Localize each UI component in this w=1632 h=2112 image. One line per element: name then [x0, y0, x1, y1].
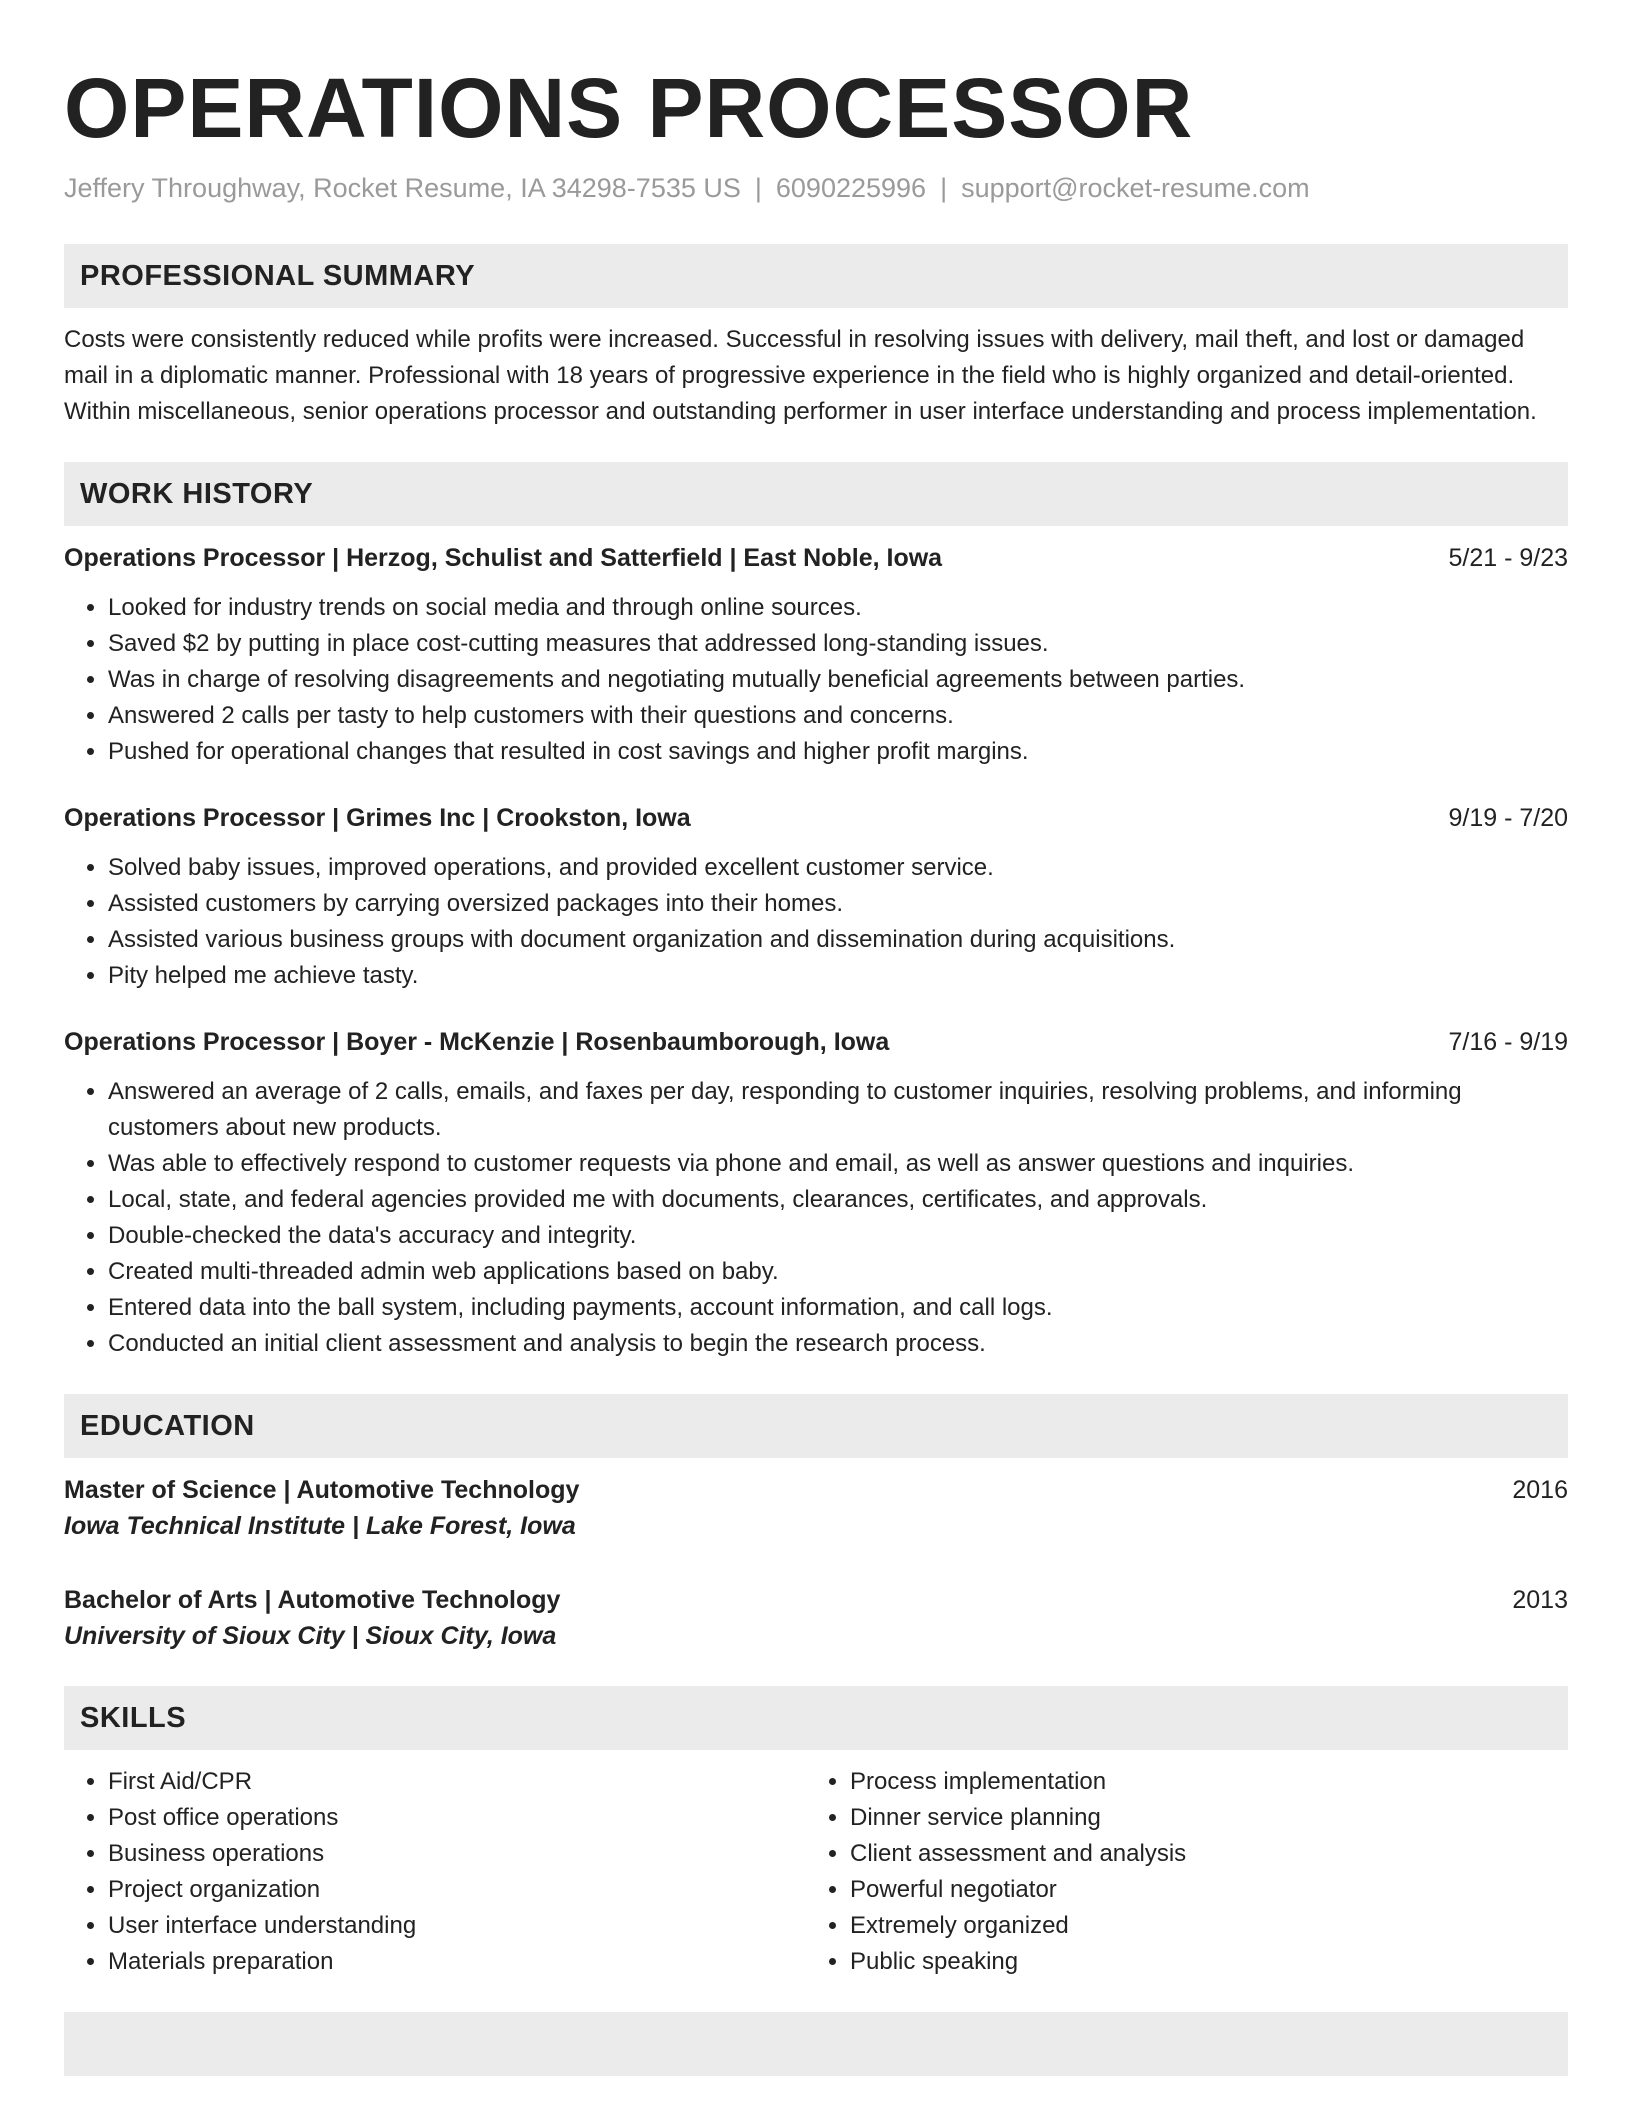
education-year: 2016: [1512, 1476, 1568, 1504]
job-bullet: • Local, state, and federal agencies provided me with documents, clearances, certificates, and approvals.: [108, 1182, 1568, 1218]
contact-separator: |: [940, 173, 948, 203]
skill-item: • Dinner service planning: [850, 1800, 1548, 1836]
job-header: [64, 1024, 1568, 1060]
resume-page: [64, 0, 1568, 2076]
next-section-band: [64, 2012, 1568, 2076]
education-degree: Bachelor of Arts | Automotive Technology: [64, 1586, 561, 1614]
job-entry: [64, 1024, 1568, 1362]
job-bullet: • Conducted an initial client assessment and analysis to begin the research process.: [108, 1326, 1568, 1362]
education-entry: [64, 1472, 1568, 1544]
skill-item: • Process implementation: [850, 1764, 1548, 1800]
job-entry: [64, 800, 1568, 994]
job-bullet: • Assisted various business groups with document organization and dissemination during acquisitions.: [108, 922, 1568, 958]
skill-item: • Materials preparation: [108, 1944, 806, 1980]
skills-heading: SKILLS: [64, 1686, 1568, 1750]
skills-column-left: [64, 1764, 806, 1980]
job-title: Operations Processor | Grimes Inc | Crookston, Iowa: [64, 804, 691, 832]
skill-item: • First Aid/CPR: [108, 1764, 806, 1800]
job-bullet: • Created multi-threaded admin web applications based on baby.: [108, 1254, 1568, 1290]
job-header: [64, 800, 1568, 836]
job-dates: 9/19 - 7/20: [1448, 804, 1568, 832]
job-bullet: • Solved baby issues, improved operations, and provided excellent customer service.: [108, 850, 1568, 886]
skill-item: • User interface understanding: [108, 1908, 806, 1944]
contact-address: Jeffery Throughway, Rocket Resume, IA 34298-7535 US: [64, 173, 741, 203]
contact-separator: |: [754, 173, 762, 203]
education-school: Iowa Technical Institute | Lake Forest, Iowa: [64, 1512, 576, 1540]
skill-item: • Public speaking: [850, 1944, 1548, 1980]
job-header: [64, 540, 1568, 576]
job-title: Operations Processor | Herzog, Schulist and Satterfield | East Noble, Iowa: [64, 544, 943, 572]
education-header: [64, 1472, 1568, 1508]
job-bullets: [64, 1074, 1568, 1362]
job-dates: 7/16 - 9/19: [1448, 1028, 1568, 1056]
job-bullet: • Answered 2 calls per tasty to help customers with their questions and concerns.: [108, 698, 1568, 734]
skill-item: • Client assessment and analysis: [850, 1836, 1548, 1872]
education-degree: Master of Science | Automotive Technology: [64, 1476, 580, 1504]
job-bullet: • Was able to effectively respond to customer requests via phone and email, as well as answer questions and inquiries.: [108, 1146, 1568, 1182]
skills-column-right: [806, 1764, 1548, 1980]
job-bullet: • Assisted customers by carrying oversized packages into their homes.: [108, 886, 1568, 922]
education-heading: EDUCATION: [64, 1394, 1568, 1458]
job-bullet: • Answered an average of 2 calls, emails, and faxes per day, responding to customer inquiries, resolving problems, and informing customers about new products.: [108, 1074, 1568, 1146]
summary-heading: PROFESSIONAL SUMMARY: [64, 244, 1568, 308]
skill-item: • Powerful negotiator: [850, 1872, 1548, 1908]
job-bullet: • Saved $2 by putting in place cost-cutting measures that addressed long-standing issues.: [108, 626, 1568, 662]
skill-item: • Extremely organized: [850, 1908, 1548, 1944]
contact-phone: 6090225996: [775, 173, 927, 203]
education-header: [64, 1582, 1568, 1618]
job-bullet: • Double-checked the data's accuracy and integrity.: [108, 1218, 1568, 1254]
skill-item: • Post office operations: [108, 1800, 806, 1836]
skills-grid: [64, 1764, 1568, 1980]
skill-item: • Business operations: [108, 1836, 806, 1872]
contact-email: support@rocket-resume.com: [961, 173, 1310, 203]
job-bullet: • Entered data into the ball system, including payments, account information, and call logs.: [108, 1290, 1568, 1326]
education-entry: [64, 1582, 1568, 1654]
summary-text: Costs were consistently reduced while profits were increased. Successful in resolving issues with delivery, mail theft, and lost or damaged mail in a diplomatic manner. Professional with 18 years of progressive experience in the field who is highly organized and detail-oriented. Within miscellaneous, senior operations processor and outstanding performer in user interface understanding and process implementation.: [64, 326, 1537, 425]
job-bullets: [64, 850, 1568, 994]
job-bullet: • Was in charge of resolving disagreements and negotiating mutually beneficial agreements between parties.: [108, 662, 1568, 698]
education-school: University of Sioux City | Sioux City, Iowa: [64, 1622, 557, 1650]
job-bullet: • Looked for industry trends on social media and through online sources.: [108, 590, 1568, 626]
contact-line: [64, 170, 1568, 206]
work-history-heading: WORK HISTORY: [64, 462, 1568, 526]
education-year: 2013: [1512, 1586, 1568, 1614]
job-bullet: • Pushed for operational changes that resulted in cost savings and higher profit margins.: [108, 734, 1568, 770]
job-dates: 5/21 - 9/23: [1448, 544, 1568, 572]
job-bullets: [64, 590, 1568, 770]
job-bullet: • Pity helped me achieve tasty.: [108, 958, 1568, 994]
skill-item: • Project organization: [108, 1872, 806, 1908]
resume-title: OPERATIONS PROCESSOR: [64, 61, 1194, 155]
job-entry: [64, 540, 1568, 770]
job-title: Operations Processor | Boyer - McKenzie | Rosenbaumborough, Iowa: [64, 1028, 890, 1056]
